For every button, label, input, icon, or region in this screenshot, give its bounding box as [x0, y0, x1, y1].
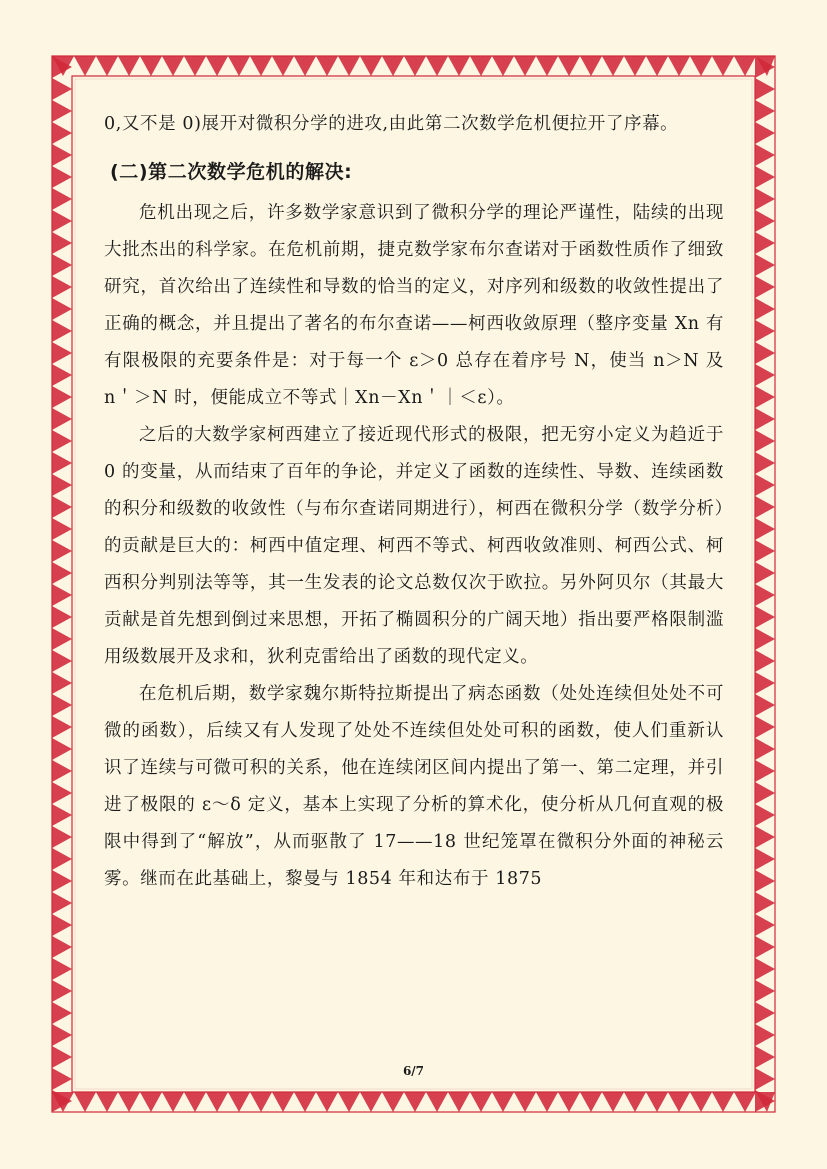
page-number: 6/7 — [402, 1064, 425, 1078]
paragraph-bolzano: 危机出现之后，许多数学家意识到了微积分学的理论严谨性，陆续的出现大批杰出的科学家。在危机前期，捷克数学家布尔查诺对于函数性质作了细致研究，首次给出了连续性和导数的恰当的定义，对序列和级数的收敛性提出了正确的概念，并且提出了著名的布尔查诺——柯西收敛原理（整序变量 Xn 有有限极限的充要条件是：对于每一个 ε＞0 总存在着序号 N，使当 n＞N 及 n＇＞N 时，便能成立不等式｜Xn－Xn＇｜＜ε）。 — [104, 203, 724, 408]
body-text — [104, 106, 724, 898]
section-heading: (二)第二次数学危机的解决: — [110, 161, 353, 183]
paragraph-weierstrass: 在危机后期，数学家魏尔斯特拉斯提出了病态函数（处处连续但处处不可微的函数），后续又有人发现了处处不连续但处处可积的函数，使人们重新认识了连续与可微可积的关系，他在连续闭区间内提出了第一、第二定理，并引进了极限的 ε～δ 定义，基本上实现了分析的算术化，使分析从几何直观的极限中得到了“解放”，从而驱散了 17——18 世纪笼罩在微积分外面的神秘云雾。继而在此基础上，黎曼与 1854 年和达布于 1875 — [104, 684, 724, 889]
paragraph-cauchy: 之后的大数学家柯西建立了接近现代形式的极限，把无穷小定义为趋近于 0 的变量，从而结束了百年的争论，并定义了函数的连续性、导数、连续函数的积分和级数的收敛性（与布尔查诺同期进行），柯西在微积分学（数学分析）的贡献是巨大的：柯西中值定理、柯西不等式、柯西收敛准则、柯西公式、柯西积分判别法等等，其一生发表的论文总数仅次于欧拉。另外阿贝尔（其最大贡献是首先想到倒过来思想，开拓了椭圆积分的广阔天地）指出要严格限制滥用级数展开及求和，狄利克雷给出了函数的现代定义。 — [104, 425, 724, 667]
continued-paragraph: 0,又不是 0)展开对微积分学的进攻,由此第二次数学危机便拉开了序幕。 — [104, 114, 679, 134]
